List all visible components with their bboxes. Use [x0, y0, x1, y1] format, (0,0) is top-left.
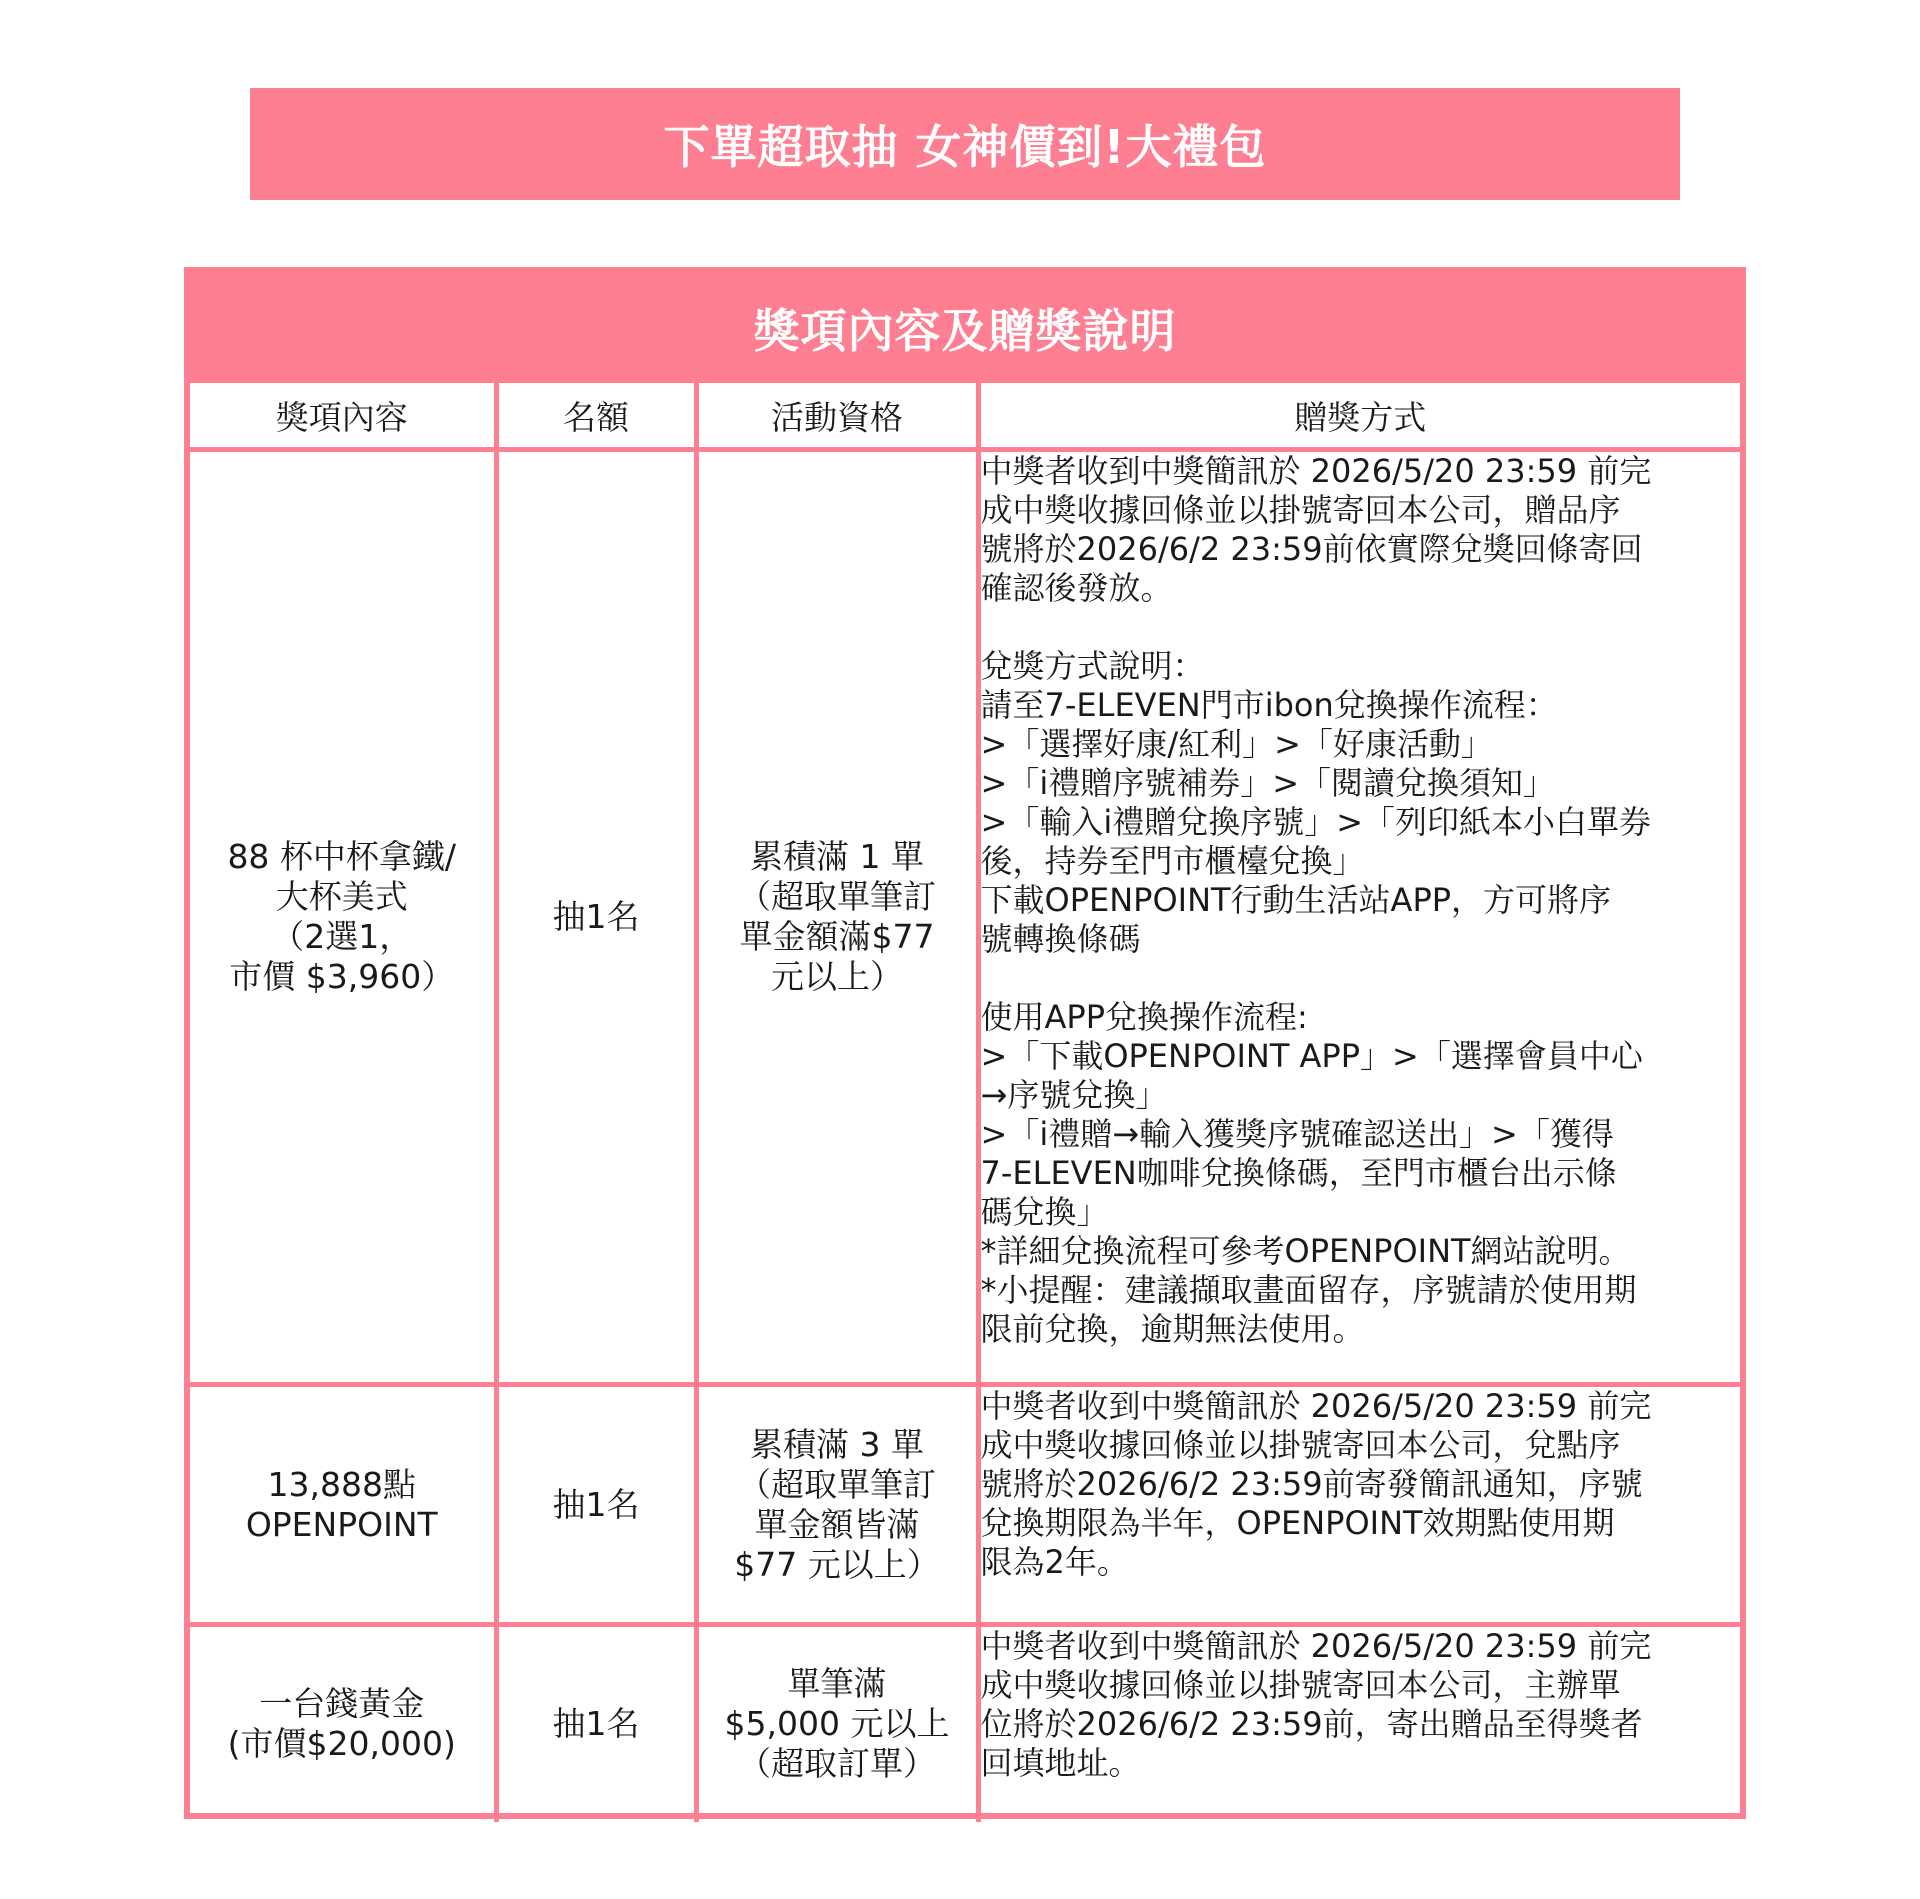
- quota-text: 抽1名: [552, 1704, 640, 1744]
- quota-cell: [496, 1625, 696, 1822]
- quota-text: 抽1名: [552, 1484, 640, 1524]
- method-text: 中獎者收到中獎簡訊於 2026/5/20 23:59 前完 成中獎收據回條並以掛號寄回本公司，兌點序 號將於2026/6/2 23:59前寄發簡訊通知，序號 兌換期限為半年，OPENPOINT效期點使用期 限為2年。: [980, 1387, 1652, 1581]
- quota-cell: [496, 1385, 696, 1625]
- eligibility-cell: [696, 1625, 978, 1822]
- prize-text: 一台錢黃金 (市價$20,000): [227, 1684, 456, 1764]
- header-eligibility: 活動資格: [696, 383, 978, 450]
- header-quota: 名額: [496, 383, 696, 450]
- eligibility-text: 單筆滿 $5,000 元以上 （超取訂單）: [724, 1664, 950, 1784]
- prize-text: 13,888點 OPENPOINT: [245, 1464, 438, 1544]
- eligibility-cell: [696, 450, 978, 1385]
- method-cell: [978, 450, 1740, 1385]
- page-title-banner: [250, 88, 1680, 200]
- table-title: 獎項內容及贈獎說明: [753, 304, 1177, 358]
- prize-cell: [190, 1385, 496, 1625]
- table-title-bar: [190, 273, 1740, 383]
- method-cell: [978, 1385, 1740, 1625]
- eligibility-text: 累積滿 1 單 （超取單筆訂 單金額滿$77 元以上）: [738, 837, 936, 996]
- table-header-row: [190, 383, 1740, 450]
- eligibility-text: 累積滿 3 單 （超取單筆訂 單金額皆滿 $77 元以上）: [734, 1424, 940, 1584]
- prize-cell: [190, 1625, 496, 1822]
- quota-cell: [496, 450, 696, 1385]
- prize-table: [190, 383, 1740, 1822]
- method-cell: [978, 1625, 1740, 1822]
- eligibility-cell: [696, 1385, 978, 1625]
- table-row: [190, 1625, 1740, 1822]
- header-method: 贈獎方式: [978, 383, 1740, 450]
- prize-table-container: [184, 267, 1746, 1819]
- prize-cell: [190, 450, 496, 1385]
- prize-text: 88 杯中杯拿鐵/ 大杯美式 （2選1， 市價 $3,960）: [227, 837, 457, 996]
- method-text: 中獎者收到中獎簡訊於 2026/5/20 23:59 前完 成中獎收據回條並以掛號寄回本公司，主辦單 位將於2026/6/2 23:59前，寄出贈品至得獎者 回填地址。: [980, 1627, 1652, 1782]
- page-title: 下單超取抽 女神價到!大禮包: [663, 120, 1267, 174]
- header-prize: 獎項內容: [190, 383, 496, 450]
- quota-text: 抽1名: [552, 897, 640, 936]
- table-row: [190, 450, 1740, 1385]
- table-row: [190, 1385, 1740, 1625]
- method-text: 中獎者收到中獎簡訊於 2026/5/20 23:59 前完 成中獎收據回條並以掛號寄回本公司，贈品序 號將於2026/6/2 23:59前依實際兌獎回條寄回 確認後發放。 兌獎方式說明： 請至7-ELEVEN門市ibon兌換操作流程： >「選擇好康/紅利」>「好康活動」 >「i禮贈序號補券」>「閱讀兌換須知」 >「輸入i禮贈兌換序號」>「列印紙本小白單券 後，持券至門市櫃檯兌換」 下載OPENPOINT行動生活站APP，方可將序 號轉換條碼 使用APP兌換操作流程: >「下載OPENPOINT APP」>「選擇會員中心 →序號兌換」 >「i禮贈→輸入獲獎序號確認送出」>「獲得 7-ELEVEN咖啡兌換條碼，至門市櫃台出示條 碼兌換」 *詳細兌換流程可參考OPENPOINT網站說明。 *小提醒：建議擷取畫面留存，序號請於使用期 限前兌換，逾期無法使用。: [980, 452, 1652, 1348]
